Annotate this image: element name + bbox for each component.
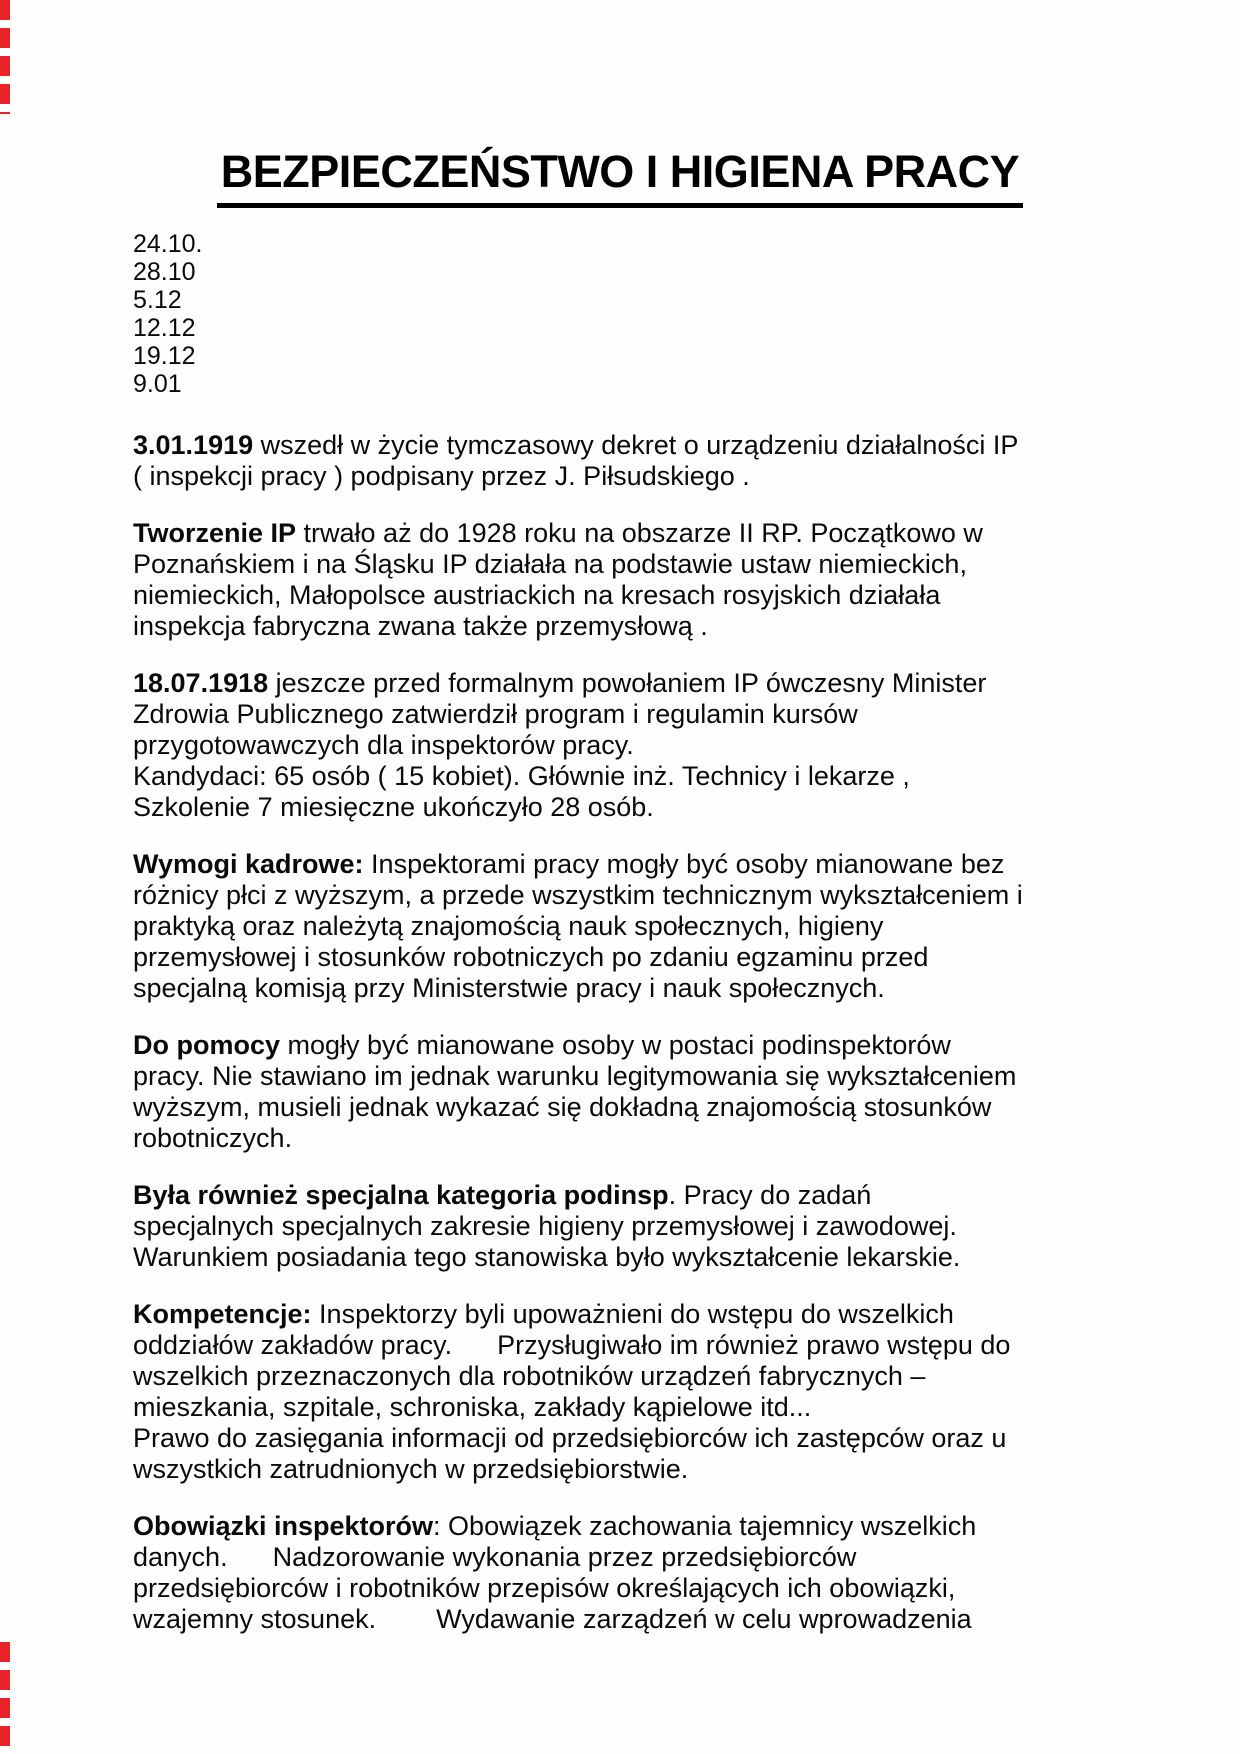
date-item: 19.12 bbox=[133, 342, 196, 370]
title-row bbox=[0, 146, 1240, 208]
text-line: wyższym, musieli jednak wykazać się dokładną znajomością stosunków bbox=[133, 1092, 992, 1122]
text-line: Prawo do zasięgania informacji od przedsiębiorców ich zastępców oraz u bbox=[133, 1423, 1007, 1453]
text-line: praktyką oraz należytą znajomością nauk społecznych, higieny bbox=[133, 911, 884, 941]
paragraph bbox=[133, 1299, 1173, 1485]
text-line: Warunkiem posiadania tego stanowiska było wykształcenie lekarskie. bbox=[133, 1242, 961, 1272]
text-line: Poznańskiem i na Śląsku IP działała na podstawie ustaw niemieckich, bbox=[133, 549, 967, 579]
text-line: Do pomocy mogły być mianowane osoby w postaci podinspektorów bbox=[133, 1030, 951, 1060]
text-line: ( inspekcji pracy ) podpisany przez J. Piłsudskiego . bbox=[133, 461, 750, 491]
text-line: Tworzenie IP trwało aż do 1928 roku na obszarze II RP. Początkowo w bbox=[133, 518, 983, 548]
text-line: inspekcja fabryczna zwana także przemysłową . bbox=[133, 611, 708, 641]
text-line: wzajemny stosunek. Wydawanie zarządzeń w celu wprowadzenia bbox=[133, 1604, 972, 1634]
text-line: robotniczych. bbox=[133, 1123, 293, 1153]
page-title: BEZPIECZEŃSTWO I HIGIENA PRACY bbox=[217, 146, 1023, 208]
text-line: przedsiębiorców i robotników przepisów określających ich obowiązki, bbox=[133, 1573, 956, 1603]
red-edge-mark-top bbox=[0, 0, 10, 114]
text-line: Zdrowia Publicznego zatwierdził program i regulamin kursów bbox=[133, 699, 858, 729]
text-line: Wymogi kadrowe: Inspektorami pracy mogły być osoby mianowane bez bbox=[133, 849, 1005, 879]
paragraph bbox=[133, 1030, 1173, 1154]
date-item: 24.10. bbox=[133, 230, 203, 258]
date-item: 9.01 bbox=[133, 370, 182, 398]
paragraph bbox=[133, 668, 1173, 823]
date-item: 12.12 bbox=[133, 314, 196, 342]
paragraph bbox=[133, 849, 1173, 1004]
text-line: Kandydaci: 65 osób ( 15 kobiet). Głównie inż. Technicy i lekarze , bbox=[133, 761, 910, 791]
text-line: różnicy płci z wyższym, a przede wszystkim technicznym wykształceniem i bbox=[133, 880, 1023, 910]
paragraphs bbox=[133, 430, 1173, 1661]
date-item: 5.12 bbox=[133, 286, 182, 314]
text-line: 3.01.1919 wszedł w życie tymczasowy dekret o urządzeniu działalności IP bbox=[133, 430, 1019, 460]
text-line: przygotowawczych dla inspektorów pracy. bbox=[133, 730, 634, 760]
text-line: Obowiązki inspektorów: Obowiązek zachowania tajemnicy wszelkich bbox=[133, 1511, 977, 1541]
text-line: wszystkich zatrudnionych w przedsiębiorstwie. bbox=[133, 1454, 689, 1484]
text-line: specjalnych specjalnych zakresie higieny przemysłowej i zawodowej. bbox=[133, 1211, 957, 1241]
text-line: pracy. Nie stawiano im jednak warunku legitymowania się wykształceniem bbox=[133, 1061, 1017, 1091]
text-line: niemieckich, Małopolsce austriackich na kresach rosyjskich działała bbox=[133, 580, 941, 610]
paragraph bbox=[133, 1511, 1173, 1635]
text-line: Kompetencje: Inspektorzy byli upoważnieni do wstępu do wszelkich bbox=[133, 1299, 954, 1329]
text-line: przemysłowej i stosunków robotniczych po zdaniu egzaminu przed bbox=[133, 942, 929, 972]
text-line: oddziałów zakładów pracy. Przysługiwało im również prawo wstępu do bbox=[133, 1330, 1011, 1360]
text-line: specjalną komisją przy Ministerstwie pracy i nauk społecznych. bbox=[133, 973, 885, 1003]
text-line: mieszkania, szpitale, schroniska, zakłady kąpielowe itd... bbox=[133, 1392, 812, 1422]
red-edge-mark-bottom bbox=[0, 1642, 10, 1754]
text-line: 18.07.1918 jeszcze przed formalnym powołaniem IP ówczesny Minister bbox=[133, 668, 987, 698]
dates-list bbox=[133, 230, 203, 398]
paragraph bbox=[133, 518, 1173, 642]
paragraph bbox=[133, 430, 1173, 492]
text-line: danych. Nadzorowanie wykonania przez przedsiębiorców bbox=[133, 1542, 857, 1572]
text-line: Szkolenie 7 miesięczne ukończyło 28 osób. bbox=[133, 792, 654, 822]
text-line: Była również specjalna kategoria podinsp. Pracy do zadań bbox=[133, 1180, 872, 1210]
date-item: 28.10 bbox=[133, 258, 196, 286]
text-line: wszelkich przeznaczonych dla robotników urządzeń fabrycznych – bbox=[133, 1361, 926, 1391]
paragraph bbox=[133, 1180, 1173, 1273]
